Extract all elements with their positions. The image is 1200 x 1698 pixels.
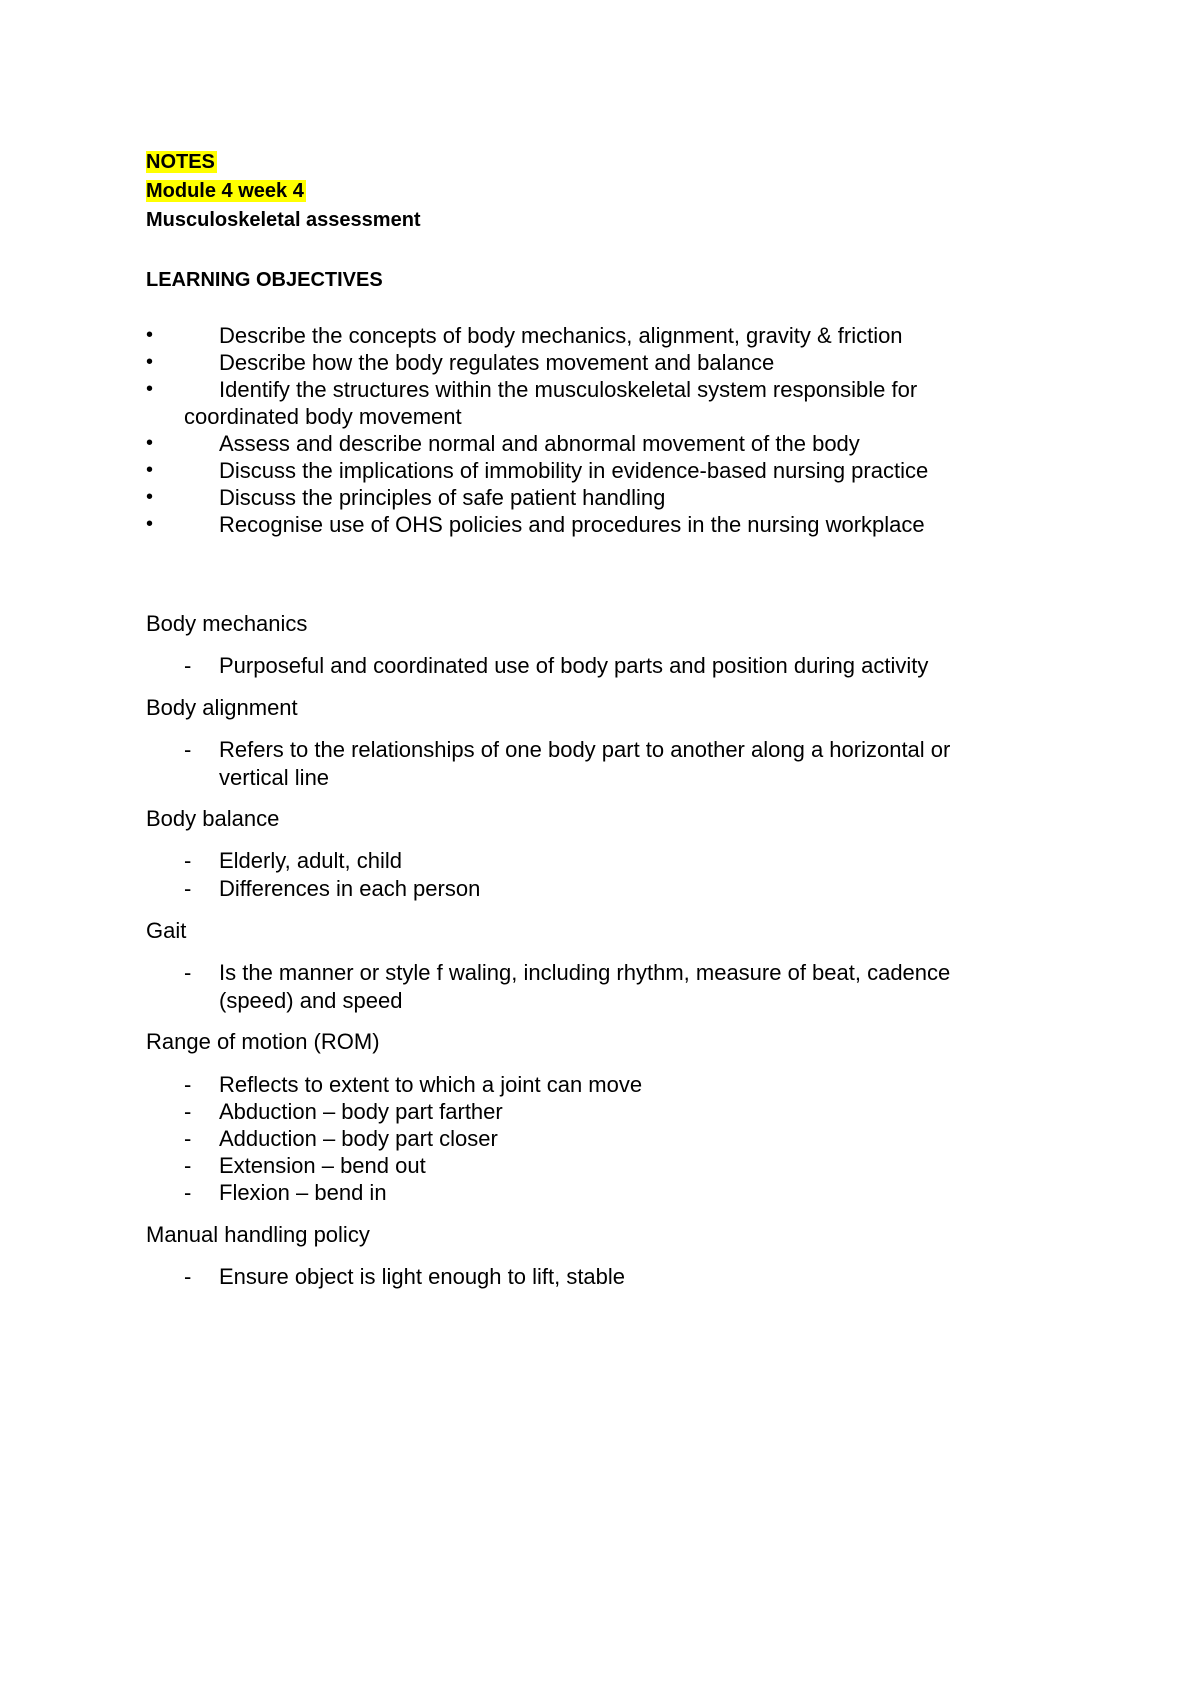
notes-highlight: NOTES	[146, 151, 215, 173]
dash-marker: -	[184, 1099, 192, 1124]
list-item	[146, 959, 1046, 1015]
section-title-gait: Gait	[146, 918, 187, 943]
objective-continuation: coordinated body movement	[184, 404, 462, 429]
dash-marker: -	[184, 653, 192, 678]
dash-marker: -	[184, 848, 192, 873]
list-item	[146, 1152, 1046, 1180]
objective-item	[146, 430, 1046, 457]
objective-item	[146, 322, 1046, 349]
list-item-text: Abduction – body part farther	[219, 1099, 503, 1124]
topic-title: Musculoskeletal assessment	[146, 209, 421, 231]
dash-marker: -	[184, 1180, 192, 1205]
list-item	[146, 1125, 1046, 1153]
bullet-icon: •	[146, 324, 154, 346]
objectives-heading: LEARNING OBJECTIVES	[146, 269, 383, 291]
bullet-icon: •	[146, 486, 154, 508]
objective-text: Discuss the principles of safe patient handling	[219, 485, 666, 510]
objective-text: Describe the concepts of body mechanics, alignment, gravity & friction	[219, 323, 903, 348]
dash-marker: -	[184, 1264, 192, 1289]
list-item-text: Adduction – body part closer	[219, 1126, 498, 1151]
dash-marker: -	[184, 960, 192, 985]
list-item-text: Extension – bend out	[219, 1153, 426, 1178]
module-highlight: Module 4 week 4	[146, 180, 304, 202]
objective-item	[146, 484, 1046, 511]
bullet-icon: •	[146, 351, 154, 373]
list-item-text: Elderly, adult, child	[219, 848, 403, 873]
objective-text: Recognise use of OHS policies and procedures in the nursing workplace	[219, 512, 925, 537]
list-item-continuation: (speed) and speed	[219, 988, 403, 1013]
list-item	[146, 1098, 1046, 1126]
dash-marker: -	[184, 1126, 192, 1151]
list-item-continuation: vertical line	[219, 765, 330, 790]
objective-item	[146, 349, 1046, 376]
bullet-icon: •	[146, 378, 154, 400]
module-label	[146, 178, 306, 204]
list-item	[146, 1071, 1046, 1099]
objective-text: Identify the structures within the musculoskeletal system responsible for	[219, 377, 918, 402]
list-item	[146, 1263, 1046, 1291]
list-item-text: Flexion – bend in	[219, 1180, 387, 1205]
list-item-text: Is the manner or style f waling, including rhythm, measure of beat, cadence	[219, 960, 951, 985]
section-title-body-balance: Body balance	[146, 806, 280, 831]
objective-item	[146, 376, 1046, 430]
dash-marker: -	[184, 737, 192, 762]
section-title-manual-handling: Manual handling policy	[146, 1222, 370, 1247]
section-title-body-mechanics: Body mechanics	[146, 611, 308, 636]
list-item	[146, 847, 1046, 875]
section-title-body-alignment: Body alignment	[146, 695, 298, 720]
dash-marker: -	[184, 1153, 192, 1178]
list-item-text: Reflects to extent to which a joint can move	[219, 1072, 643, 1097]
bullet-icon: •	[146, 432, 154, 454]
section-title-rom: Range of motion (ROM)	[146, 1029, 380, 1054]
dash-marker: -	[184, 1072, 192, 1097]
objective-item	[146, 511, 1046, 538]
list-item-text: Refers to the relationships of one body part to another along a horizontal or	[219, 737, 951, 762]
list-item	[146, 875, 1046, 903]
list-item	[146, 652, 1046, 680]
objective-text: Discuss the implications of immobility in evidence-based nursing practice	[219, 458, 929, 483]
list-item-text: Differences in each person	[219, 876, 481, 901]
bullet-icon: •	[146, 459, 154, 481]
bullet-icon: •	[146, 513, 154, 535]
list-item-text: Purposeful and coordinated use of body parts and position during activity	[219, 653, 929, 678]
objective-text: Assess and describe normal and abnormal movement of the body	[219, 431, 860, 456]
notes-label	[146, 149, 217, 175]
list-item	[146, 1179, 1046, 1207]
list-item-text: Ensure object is light enough to lift, stable	[219, 1264, 626, 1289]
list-item	[146, 736, 1046, 792]
objective-text: Describe how the body regulates movement and balance	[219, 350, 775, 375]
dash-marker: -	[184, 876, 192, 901]
objective-item	[146, 457, 1046, 484]
